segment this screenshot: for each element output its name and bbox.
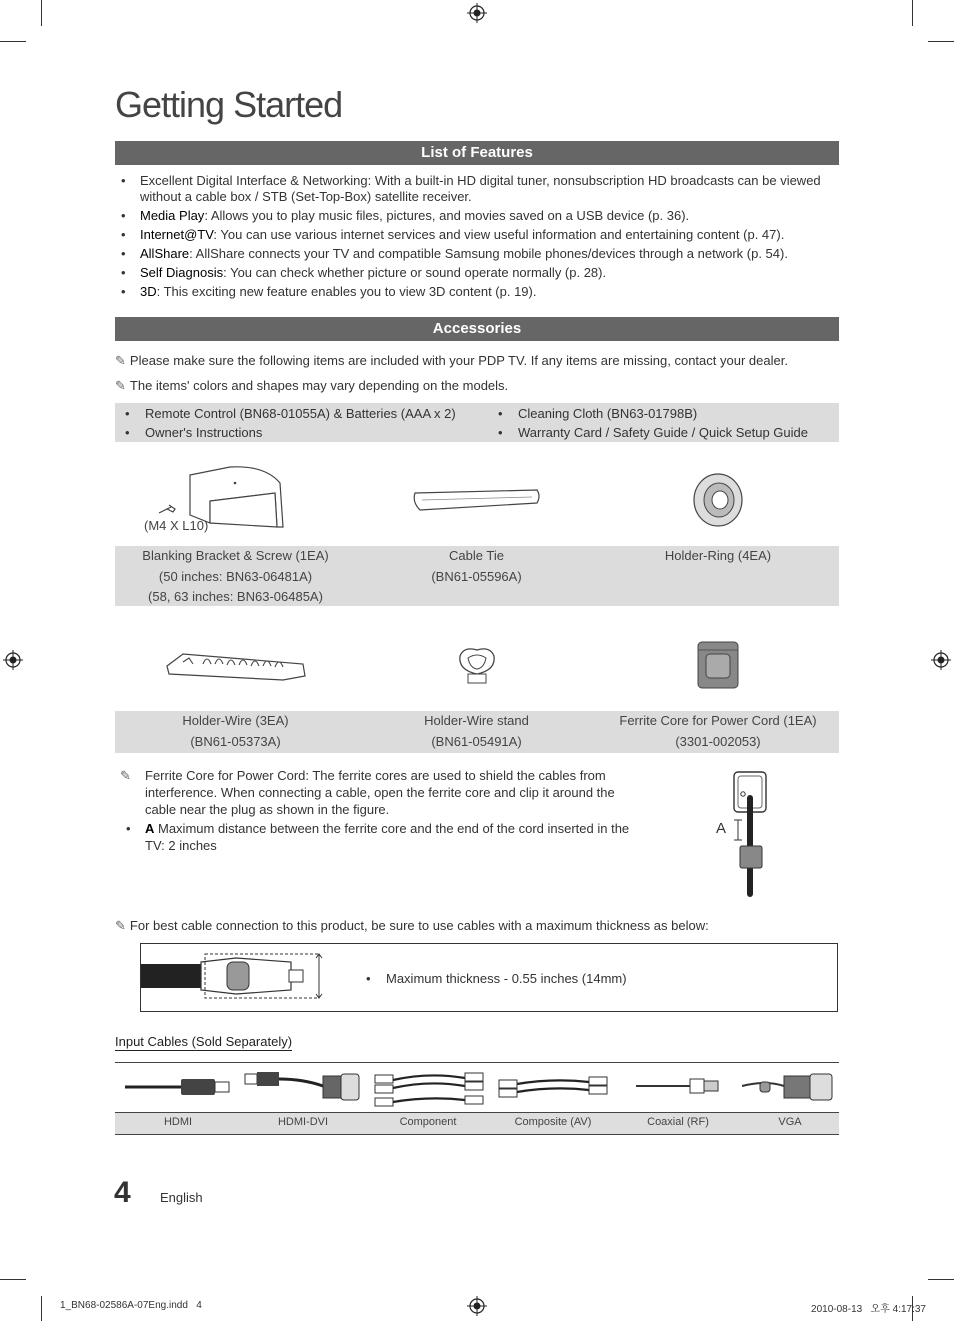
caption-holder-ring: Holder-Ring (4EA) (664, 548, 772, 563)
page-title: Getting Started (115, 84, 343, 125)
ferrite-core-note: ✎ Ferrite Core for Power Cord: The ferrite cores are used to shield the cables from interference. When connecting a cable, open the ferrite core and clip it around the cable near the plug as shown in the figure. (120, 768, 615, 817)
print-file-name: 1_BN68-02586A-07Eng.indd 4 (60, 1300, 202, 1311)
note-items-included: ✎ Please make sure the following items are included with your PDP TV. If any items are missing, contact your dealer. (115, 353, 788, 368)
cable-label-hdmi: HDMI (163, 1116, 193, 1128)
screw-size-label: (M4 X L10) (144, 518, 209, 533)
list-item: • Cleaning Cloth (BN63-01798B) (518, 406, 697, 421)
caption-cable-tie: Cable Tie (BN61-05596A) (431, 548, 522, 584)
pencil-note-icon: ✎ (120, 768, 131, 783)
registration-mark-icon (467, 1296, 487, 1316)
caption-ferrite-core: Ferrite Core for Power Cord (1EA) (3301-002053) (619, 713, 817, 749)
coaxial-cable-image (634, 1076, 722, 1096)
max-thickness-item: • Maximum thickness - 0.55 inches (14mm) (386, 971, 627, 986)
list-item: • Media Play: Allows you to play music files, pictures, and movies saved on a USB device (p. 36). (115, 208, 825, 224)
composite-cable-image (497, 1072, 609, 1100)
caption-blanking-bracket: Blanking Bracket & Screw (1EA) (50 inches: BN63-06481A) (58, 63 inches: BN63-06485A) (142, 548, 329, 604)
input-cables-heading: Input Cables (Sold Separately) (115, 1034, 293, 1049)
holder-ring-image (692, 472, 744, 528)
crop-mark (912, 0, 913, 26)
list-item: • Owner's Instructions (145, 425, 262, 440)
cables-top-rule (115, 1062, 839, 1063)
crop-mark (0, 1279, 26, 1280)
registration-mark-icon (3, 650, 23, 670)
crop-mark (928, 41, 954, 42)
ferrite-distance-bullet: • A Maximum distance between the ferrite core and the end of the cord inserted in the TV: 2 inches (126, 821, 630, 853)
component-cable-image (373, 1068, 485, 1112)
cable-tie-image (412, 488, 542, 514)
pencil-note-icon: ✎ (115, 918, 126, 933)
vga-cable-image (740, 1070, 836, 1104)
hdmi-dvi-cable-image (243, 1068, 363, 1104)
holder-wire-stand-image (454, 644, 500, 686)
registration-mark-icon (467, 3, 487, 23)
cable-label-vga: VGA (778, 1116, 802, 1128)
caption-holder-wire: Holder-Wire (3EA) (BN61-05373A) (182, 713, 289, 749)
ferrite-core-image (696, 640, 740, 690)
section-header-features: List of Features (115, 141, 839, 165)
crop-mark (0, 41, 26, 42)
hdmi-cable-image (123, 1074, 233, 1100)
cable-label-composite: Composite (AV) (514, 1116, 592, 1128)
cable-thickness-note: ✎ For best cable connection to this product, be sure to use cables with a maximum thickness as below: (115, 918, 709, 933)
cable-thickness-image (141, 948, 327, 1004)
cable-label-coaxial: Coaxial (RF) (647, 1116, 709, 1128)
cable-label-component: Component (399, 1116, 457, 1128)
crop-mark (928, 1279, 954, 1280)
print-timestamp: 2010-08-13 오후 4:17:37 (811, 1304, 926, 1315)
pencil-note-icon: ✎ (115, 353, 126, 368)
list-item: • Internet@TV: You can use various internet services and view useful information and entertaining content (p. 47). (115, 227, 825, 243)
list-item: • Warranty Card / Safety Guide / Quick Setup Guide (518, 425, 808, 440)
page-number: 4 (114, 1176, 131, 1209)
registration-mark-icon (931, 650, 951, 670)
list-item: • AllShare: AllShare connects your TV and compatible Samsung mobile phones/devices through a network (p. 54). (115, 246, 825, 262)
page-language: English (160, 1190, 203, 1205)
features-list (115, 173, 825, 303)
list-item: • Excellent Digital Interface & Networking: With a built-in HD digital tuner, nonsubscription HD broadcasts can be viewed without a cable box / STB (Set-Top-Box) satellite receiver. (115, 173, 825, 205)
caption-holder-wire-stand: Holder-Wire stand (BN61-05491A) (424, 713, 529, 749)
figure-label-a: A (716, 820, 727, 837)
list-item: • 3D: This exciting new feature enables you to view 3D content (p. 19). (115, 284, 825, 300)
crop-mark (41, 1296, 42, 1321)
pencil-note-icon: ✎ (115, 378, 126, 393)
note-colors-vary: ✎ The items' colors and shapes may vary depending on the models. (115, 378, 509, 393)
list-item: • Remote Control (BN68-01055A) & Batteries (AAA x 2) (145, 406, 456, 421)
section-header-accessories: Accessories (115, 317, 839, 341)
crop-mark (41, 0, 42, 26)
list-item: • Self Diagnosis: You can check whether picture or sound operate normally (p. 28). (115, 265, 825, 281)
cable-label-hdmi-dvi: HDMI-DVI (277, 1116, 329, 1128)
holder-wire-image (163, 646, 309, 684)
